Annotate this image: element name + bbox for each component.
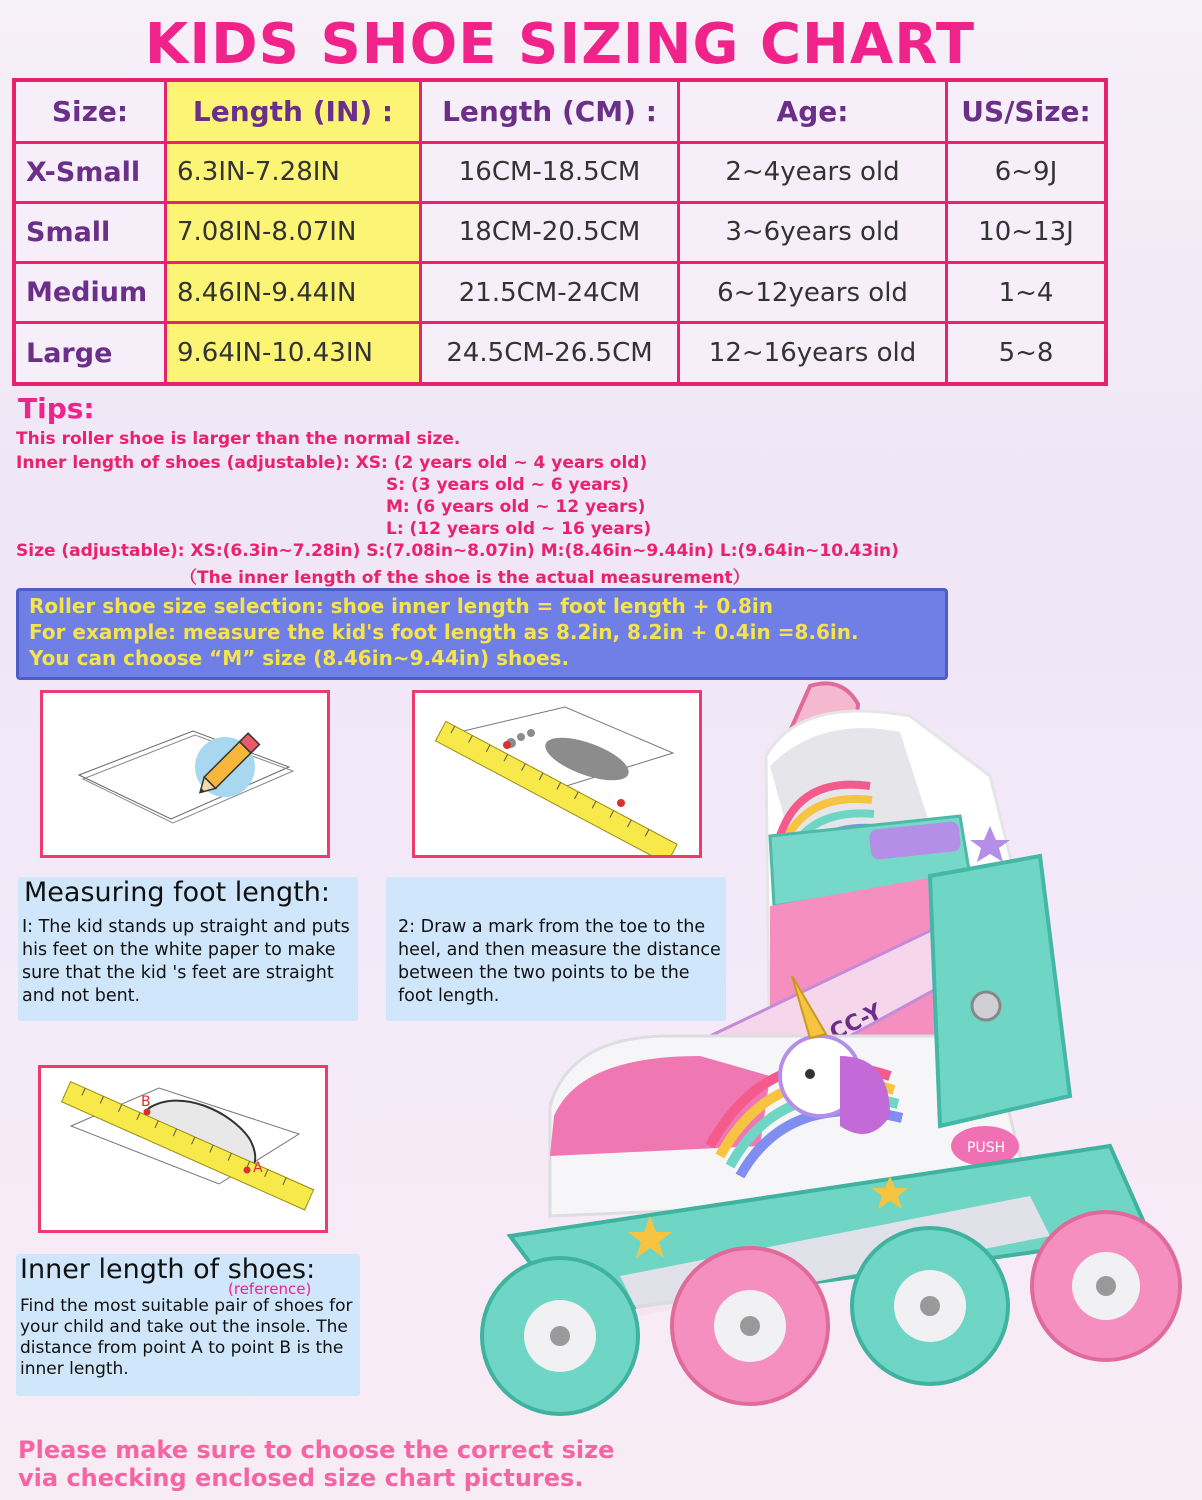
table-header-row — [14, 80, 1106, 142]
table-row — [14, 202, 1106, 262]
age-range: 2~4years old — [679, 142, 947, 202]
age-range: 6~12years old — [679, 263, 947, 323]
tip-line: L: (12 years old ~ 16 years) — [386, 519, 652, 539]
col-header-length-cm: Length (CM) : — [421, 80, 679, 142]
selection-line: For example: measure the kid's foot length as 8.2in, 8.2in + 0.4in =8.6in. — [29, 620, 859, 644]
length-in: 9.64IN-10.43IN — [166, 323, 421, 384]
point-a-label: A — [253, 1160, 263, 1176]
paper-pencil-illustration — [43, 693, 327, 855]
tip-line: M: (6 years old ~ 12 years) — [386, 497, 646, 517]
insole-measure-illustration — [41, 1068, 325, 1230]
measuring-step2-text: 2: Draw a mark from the toe to the heel, and then measure the distance between the two points to be the foot length. — [398, 917, 721, 1006]
us-size: 1~4 — [947, 263, 1107, 323]
length-in: 7.08IN-8.07IN — [166, 202, 421, 262]
roller-skate-image — [470, 676, 1190, 1476]
page-title: KIDS SHOE SIZING CHART — [144, 12, 976, 77]
tip-line: Inner length of shoes (adjustable): XS: (2 years old ~ 4 years old) — [16, 453, 648, 473]
wheel-icon — [672, 1248, 828, 1404]
table-row — [14, 323, 1106, 384]
tips-heading: Tips: — [18, 392, 95, 425]
size-selection-box — [16, 588, 948, 680]
inner-length-card — [16, 1254, 360, 1396]
age-range: 3~6years old — [679, 202, 947, 262]
tip-line: S: (3 years old ~ 6 years) — [386, 475, 629, 495]
length-cm: 24.5CM-26.5CM — [421, 323, 679, 384]
point-b-label: B — [141, 1094, 151, 1110]
us-size: 10~13J — [947, 202, 1107, 262]
table-row — [14, 263, 1106, 323]
size-chart-table — [12, 78, 1108, 386]
selection-line: You can choose “M” size (8.46in~9.44in) shoes. — [29, 646, 570, 670]
col-header-age: Age: — [679, 80, 947, 142]
size-name: X-Small — [14, 142, 166, 202]
size-name: Small — [14, 202, 166, 262]
pencil-paper-panel — [40, 690, 330, 858]
tip-line: Size (adjustable): XS:(6.3in~7.28in) S:(7.08in~8.07in) M:(8.46in~9.44in) L:(9.64in~10.43in) — [16, 541, 899, 561]
us-size: 6~9J — [947, 142, 1107, 202]
age-range: 12~16years old — [679, 323, 947, 384]
footer-line: via checking enclosed size chart pictures. — [18, 1464, 584, 1492]
wheel-icon — [482, 1258, 638, 1414]
reference-note: (reference) — [228, 1280, 312, 1298]
size-name: Medium — [14, 263, 166, 323]
us-size: 5~8 — [947, 323, 1107, 384]
measuring-step1-text: I: The kid stands up straight and puts his feet on the white paper to make sure that the kid 's feet are straight and not bent. — [22, 917, 350, 1006]
footer-line: Please make sure to choose the correct size — [18, 1436, 615, 1464]
selection-line: Roller shoe size selection: shoe inner length = foot length + 0.8in — [29, 594, 773, 618]
length-in: 6.3IN-7.28IN — [166, 142, 421, 202]
wheel-icon — [852, 1228, 1008, 1384]
measuring-heading: Measuring foot length: — [24, 877, 330, 908]
tip-line: This roller shoe is larger than the normal size. — [16, 429, 461, 449]
table-row — [14, 142, 1106, 202]
col-header-us-size: US/Size: — [947, 80, 1107, 142]
inner-length-text: Find the most suitable pair of shoes for your child and take out the insole. The distance from point A to point B is the inner length. — [20, 1296, 353, 1379]
inner-length-heading: Inner length of shoes: — [20, 1254, 316, 1285]
insole-panel — [38, 1065, 328, 1233]
col-header-length-in: Length (IN) : — [166, 80, 421, 142]
length-cm: 18CM-20.5CM — [421, 202, 679, 262]
length-cm: 21.5CM-24CM — [421, 263, 679, 323]
length-cm: 16CM-18.5CM — [421, 142, 679, 202]
measuring-step1-card — [18, 877, 358, 1021]
col-header-size: Size: — [14, 80, 166, 142]
size-name: Large — [14, 323, 166, 384]
push-button-label: PUSH — [967, 1140, 1006, 1156]
wheel-icon — [1032, 1212, 1180, 1360]
tip-line: （The inner length of the shoe is the actual measurement） — [180, 568, 750, 588]
length-in: 8.46IN-9.44IN — [166, 263, 421, 323]
